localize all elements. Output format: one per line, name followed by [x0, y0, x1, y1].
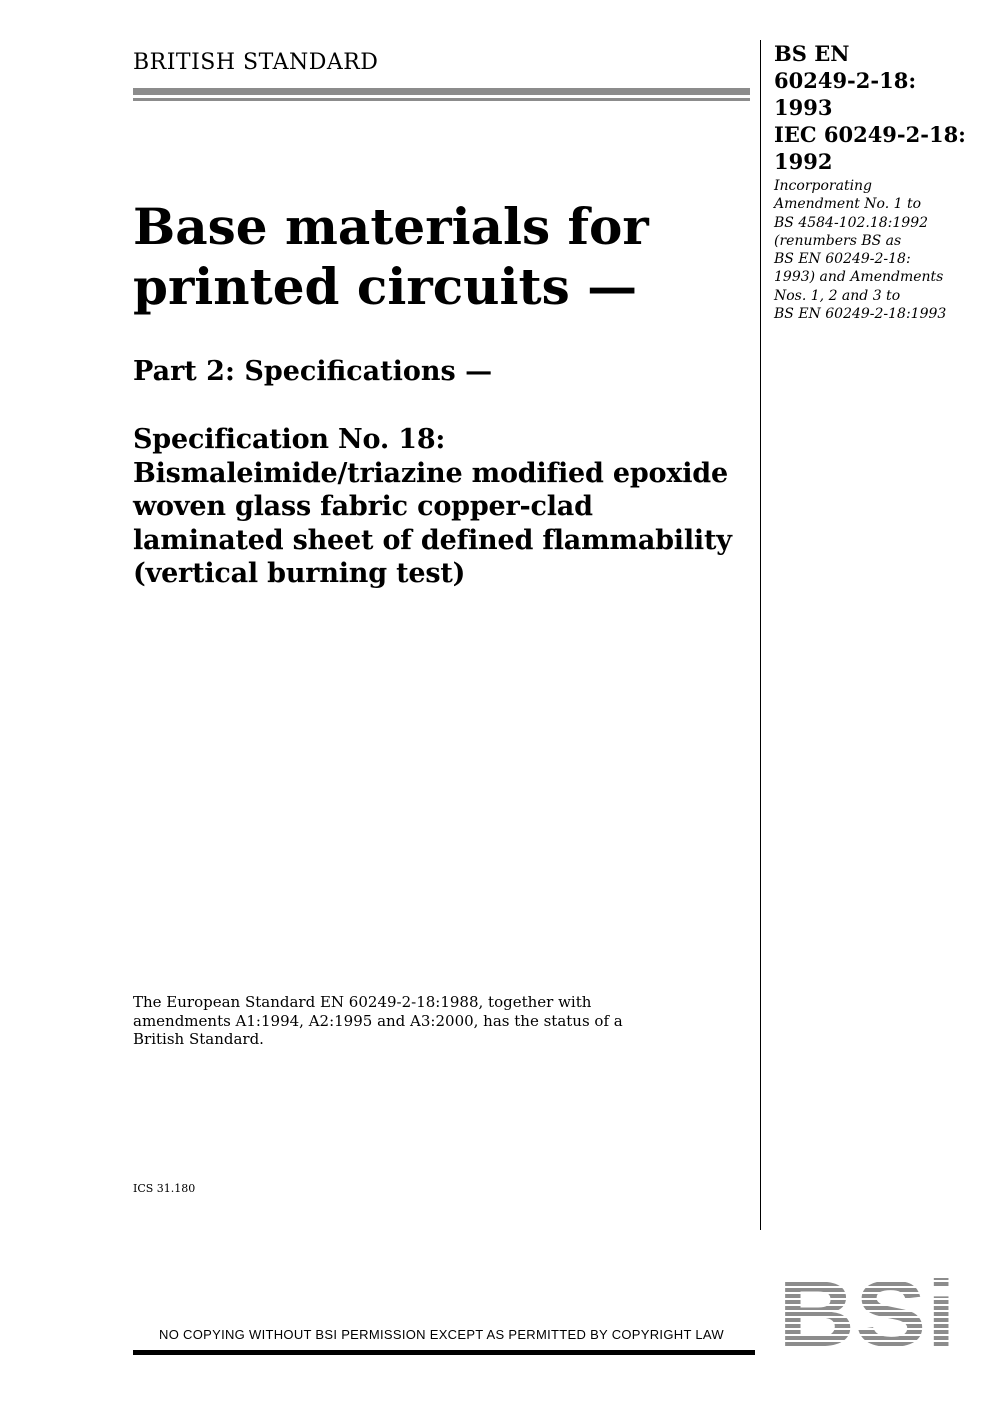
- copyright-notice: NO COPYING WITHOUT BSI PERMISSION EXCEPT AS PERMITTED BY COPYRIGHT LAW: [159, 1327, 724, 1342]
- spec-line: (vertical burning test): [133, 558, 466, 589]
- spec-line: woven glass fabric copper-clad: [133, 491, 593, 522]
- footer-rule: [133, 1350, 755, 1355]
- spec-line: Specification No. 18:: [133, 424, 446, 455]
- status-statement: [133, 993, 653, 1049]
- status-line: amendments A1:1994, A2:1995 and A3:2000, has the status of a: [133, 1011, 623, 1030]
- series-label: BRITISH STANDARD: [133, 50, 379, 75]
- document-title: [133, 197, 753, 317]
- status-line: The European Standard EN 60249-2-18:1988, together with: [133, 993, 592, 1011]
- standard-number-line: BS EN: [774, 41, 850, 66]
- status-line: British Standard.: [133, 1030, 264, 1048]
- title-line: Base materials for: [133, 197, 649, 256]
- specification-heading: [133, 423, 758, 591]
- ics-code: ICS 31.180: [133, 1182, 196, 1195]
- incorporating-line: 1993) and Amendments: [774, 269, 944, 286]
- title-line: printed circuits —: [133, 257, 638, 316]
- standard-numbers: [774, 40, 984, 323]
- standard-number-line: 60249-2-18:: [774, 68, 917, 93]
- standard-number-line: 1992: [774, 149, 833, 174]
- incorporating-line: BS EN 60249-2-18:1993: [774, 306, 947, 323]
- standard-number-line: IEC 60249-2-18:: [774, 122, 966, 147]
- header-rule-thin: [133, 98, 750, 101]
- standard-number-line: 1993: [774, 95, 833, 120]
- bsi-logo-text: BSi: [778, 1276, 956, 1348]
- incorporating-line: Incorporating: [774, 178, 873, 194]
- part-heading: Part 2: Specifications —: [133, 356, 493, 387]
- spec-line: laminated sheet of defined flammability: [133, 524, 732, 556]
- column-divider: [760, 40, 761, 1230]
- incorporating-line: BS 4584-102.18:1992: [774, 214, 929, 231]
- incorporating-line: Nos. 1, 2 and 3 to: [774, 287, 901, 304]
- incorporating-line: BS EN 60249-2-18:: [774, 251, 911, 268]
- incorporating-note: [774, 177, 974, 323]
- bsi-logo: [778, 1276, 958, 1348]
- spec-line: Bismaleimide/triazine modified epoxide: [133, 457, 728, 489]
- header-rule-thick: [133, 88, 750, 95]
- incorporating-line: (renumbers BS as: [774, 232, 902, 249]
- incorporating-line: Amendment No. 1 to: [774, 196, 922, 213]
